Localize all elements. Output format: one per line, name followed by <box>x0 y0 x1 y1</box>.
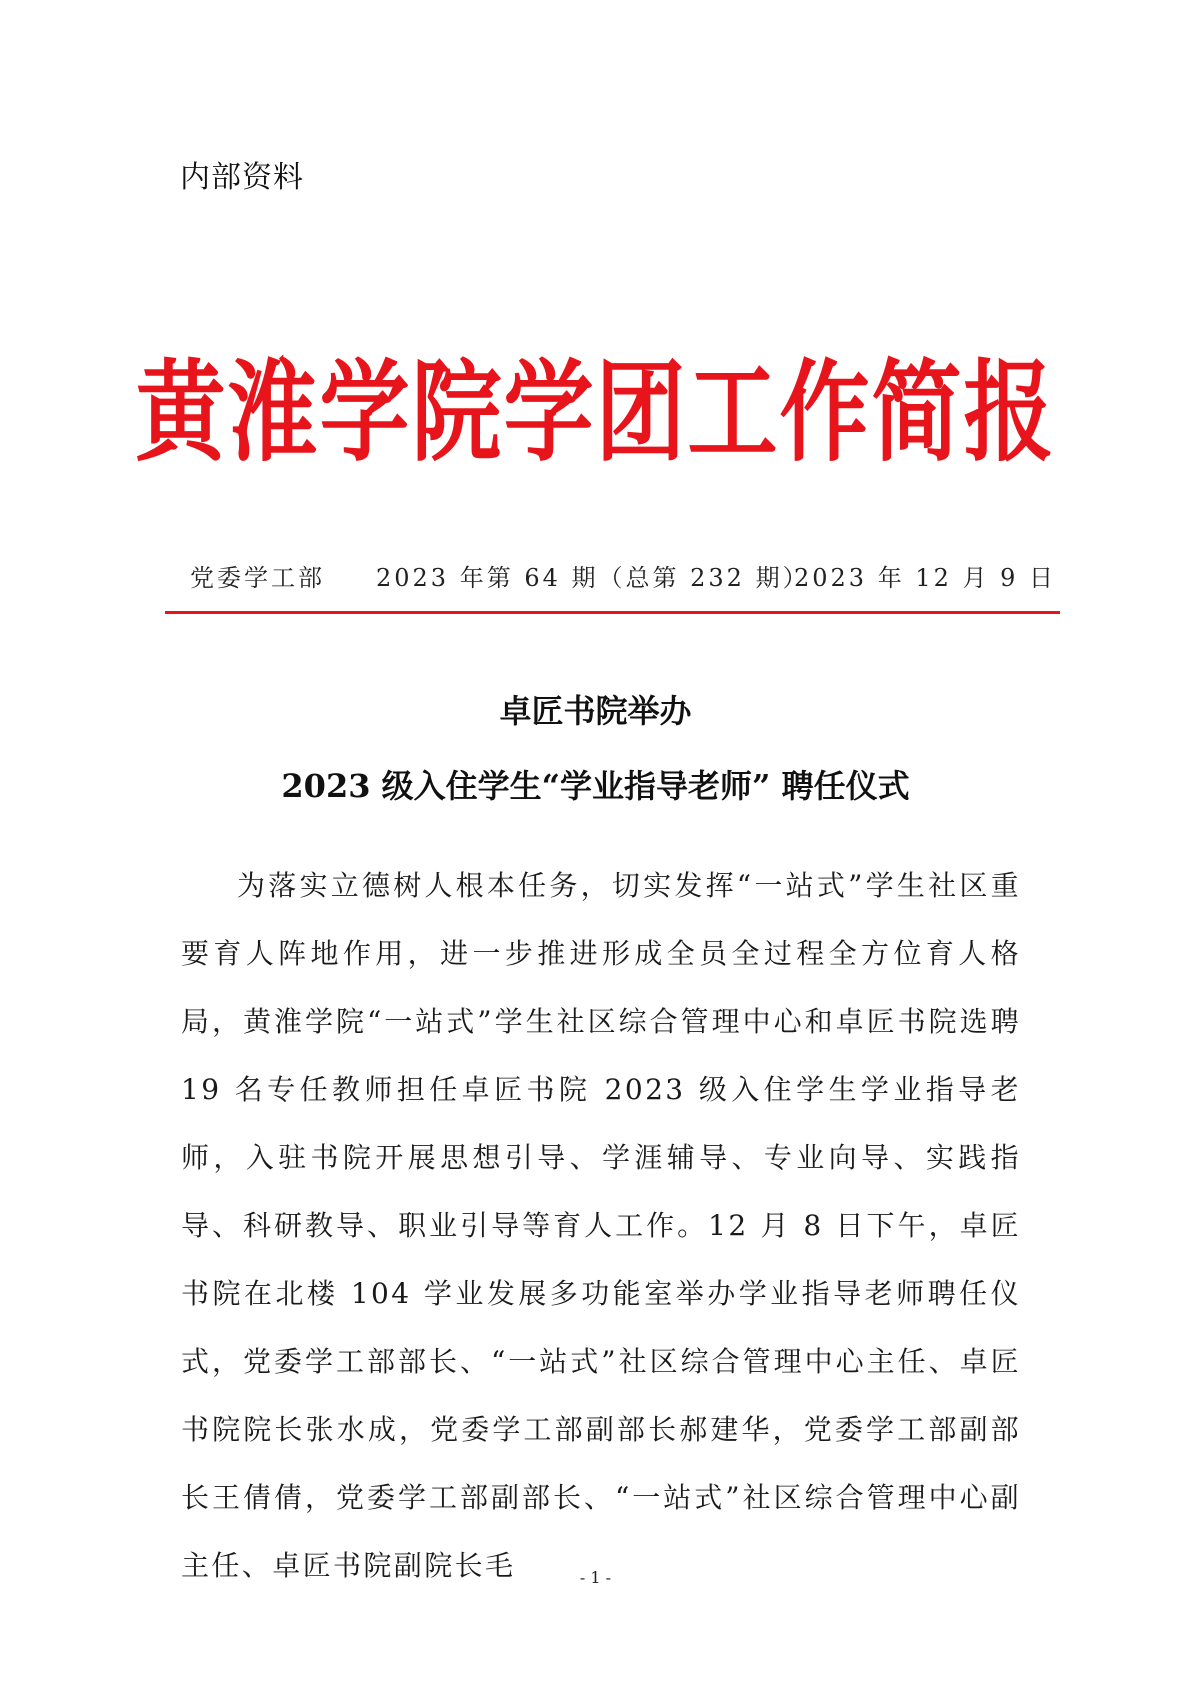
article-title-line-1: 卓匠书院举办 <box>499 692 692 730</box>
masthead-title: 黄淮学院学团工作简报 <box>135 348 1056 478</box>
issue-number: 2023 年第 64 期（总第 232 期） <box>376 564 810 592</box>
header-divider-rule <box>165 611 1060 614</box>
article-body-paragraph: 为落实立德树人根本任务，切实发挥“一站式”学生社区重要育人阵地作用，进一步推进形成全员全过程全方位育人格局，黄淮学院“一站式”学生社区综合管理中心和卓匠书院选聘 19 名专任教师担任卓匠书院 2023 级入住学生学业指导老师，入驻书院开展思想引导、学涯辅导、专业向导、实践指导、科研教导、职业引导等育人工作。12 月 8 日下午，卓匠书院在北楼 104 学业发展多功能室举办学业指导老师聘任仪式，党委学工部部长、“一站式”社区综合管理中心主任、卓匠书院院长张水成，党委学工部副部长郝建华，党委学工部副部长王倩倩，党委学工部副部长、“一站式”社区综合管理中心副主任、卓匠书院副院长毛 <box>181 869 1021 1582</box>
issue-date: 2023 年 12 月 9 日 <box>794 564 1057 592</box>
issuing-department: 党委学工部 <box>190 564 325 592</box>
page-number: - 1 - <box>579 1568 612 1587</box>
classification-label: 内部资料 <box>180 160 304 195</box>
article-title-line-2: 2023 级入住学生“学业指导老师” 聘任仪式 <box>281 767 910 805</box>
